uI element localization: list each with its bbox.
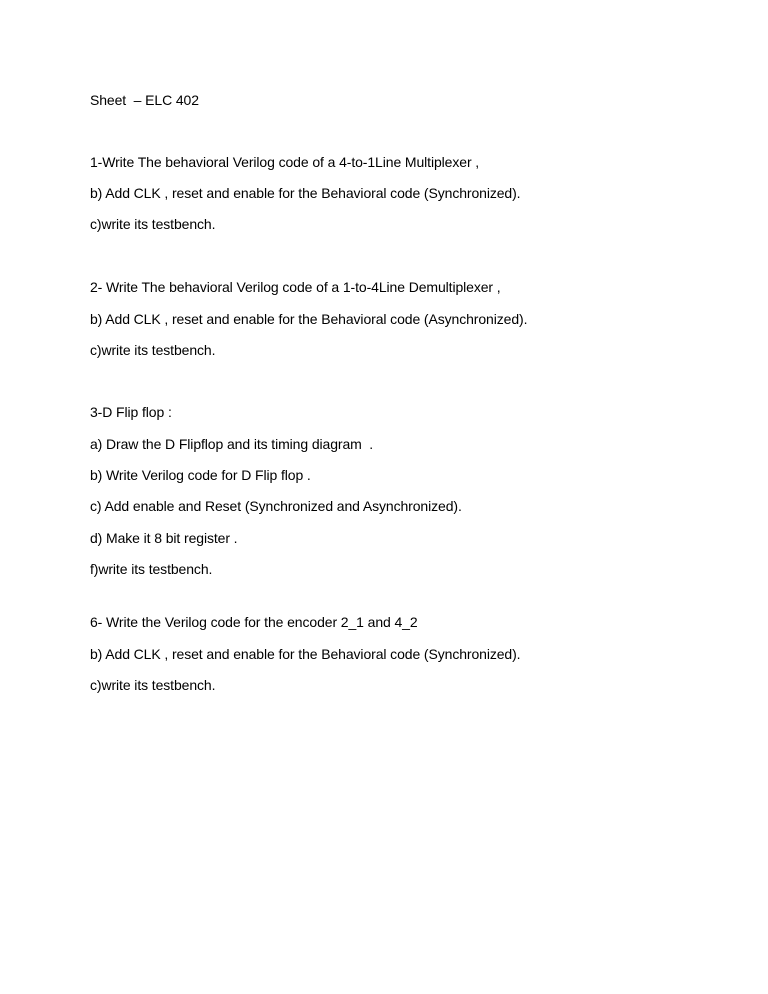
question-3-part-a: a) Draw the D Flipflop and its timing diagram . xyxy=(90,436,374,452)
question-1-part-b: b) Add CLK , reset and enable for the Behavioral code (Synchronized). xyxy=(90,185,521,201)
question-1-prompt: 1-Write The behavioral Verilog code of a 4-to-1Line Multiplexer , xyxy=(90,154,480,170)
question-3-part-f: f)write its testbench. xyxy=(90,561,213,577)
question-2-part-b: b) Add CLK , reset and enable for the Behavioral code (Asynchronized). xyxy=(90,311,528,327)
question-6-part-b: b) Add CLK , reset and enable for the Behavioral code (Synchronized). xyxy=(90,646,521,662)
question-3-part-b: b) Write Verilog code for D Flip flop . xyxy=(90,467,311,483)
question-2-part-c: c)write its testbench. xyxy=(90,342,216,358)
question-3-part-d: d) Make it 8 bit register . xyxy=(90,530,238,546)
question-3-prompt: 3-D Flip flop : xyxy=(90,404,172,420)
question-2-prompt: 2- Write The behavioral Verilog code of a 1-to-4Line Demultiplexer , xyxy=(90,279,501,295)
question-6-part-c: c)write its testbench. xyxy=(90,677,216,693)
question-3-part-c: c) Add enable and Reset (Synchronized and Asynchronized). xyxy=(90,498,462,514)
document-title: Sheet – ELC 402 xyxy=(90,92,199,108)
question-1-part-c: c)write its testbench. xyxy=(90,216,216,232)
question-6-prompt: 6- Write the Verilog code for the encoder 2_1 and 4_2 xyxy=(90,614,418,630)
